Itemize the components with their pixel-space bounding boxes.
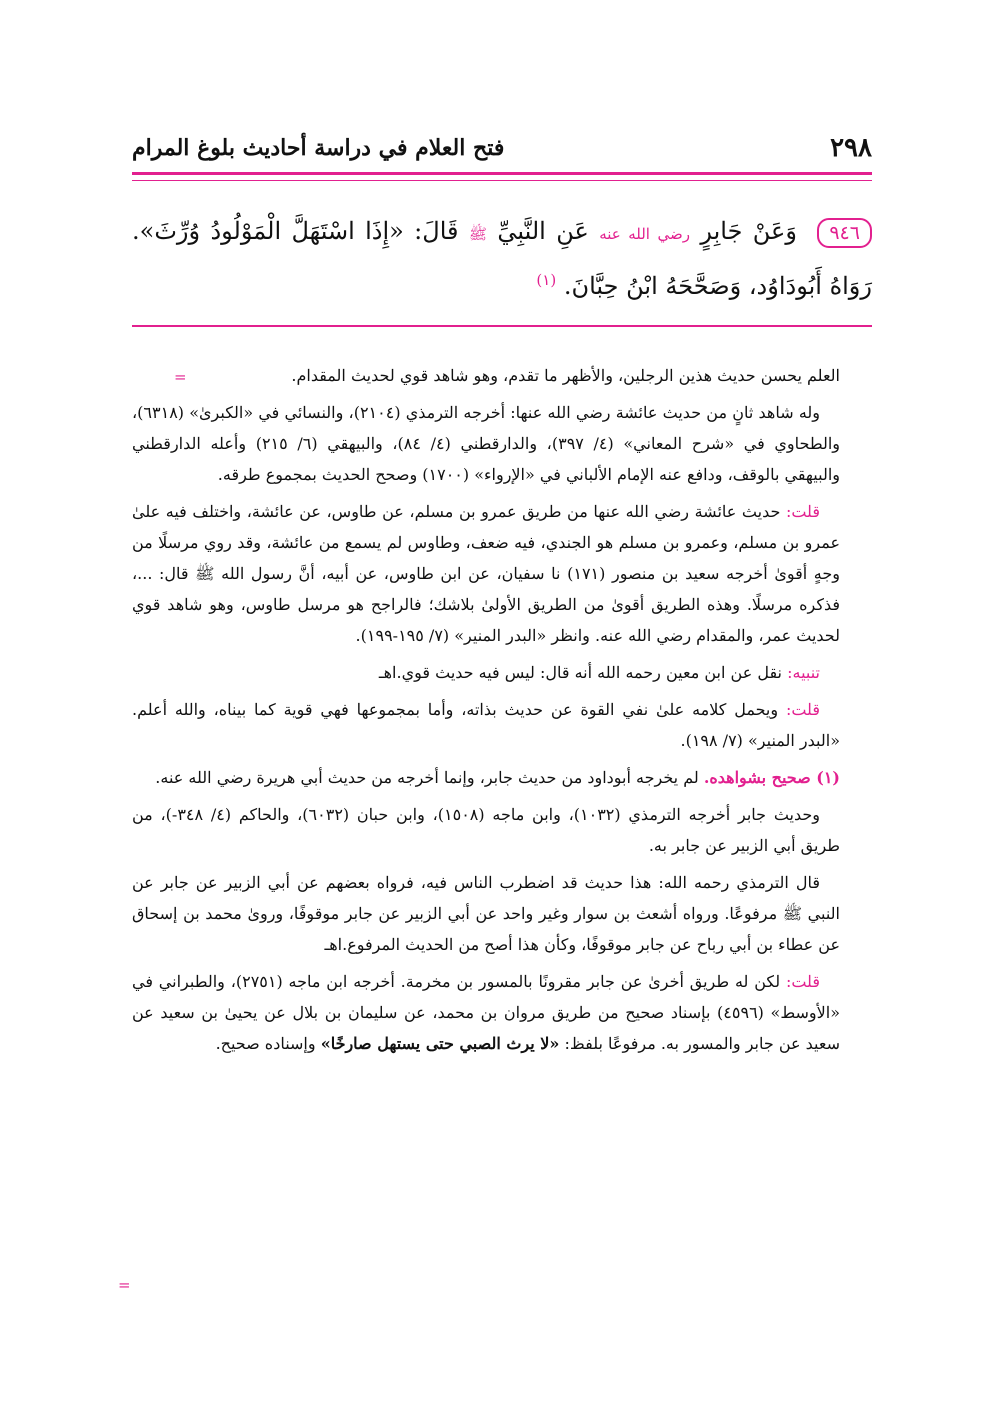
qultu-label: قلت: — [785, 700, 820, 719]
hadith-text-1: وَعَنْ جَابِرٍ — [700, 217, 797, 245]
header-rule-thin — [132, 180, 872, 181]
book-title: فتح العلام في دراسة أحاديث بلوغ المرام — [132, 135, 505, 161]
note-paragraph-1: العلم يحسن حديث هذين الرجلين، والأظهر ما تقدم، وهو شاهد قوي لحديث المقدام. — [291, 366, 840, 385]
note-paragraph-3-text: حديث عائشة رضي الله عنها من طريق عمرو بن مسلم، عن طاوس، عن عائشة، واختلف فيه علىٰ عمرو بن مسلم، وعمرو بن مسلم هو الجندي، فيه ضعف، وطاوس لم يسمع من عائشة، وقد روي مرسلًا من وجهٍ أقوىٰ أخرجه سعيد بن منصور (١٧١) نا سفيان، عن ابن طاوس، عن أبيه، أنَّ رسول الله ﷺ قال: ...، فذكره مرسلًا. وهذه الطريق أقوىٰ من الطريق الأولىٰ بلاشك؛ فالراجح هو مرسل طاوس، وهو شاهد قوي لحديث عمر، والمقدام رضي الله عنه. وانظر «البدر المنير» (٧/ ١٩٥-١٩٩). — [132, 502, 841, 645]
note-paragraph-5 — [132, 694, 840, 756]
note-paragraph-4-text: نقل عن ابن معين رحمه الله أنه قال: ليس فيه حديث قوي.اهـ — [378, 663, 782, 682]
hadith-number-badge: ٩٤٦ — [817, 218, 872, 248]
footnote-1-lead: (١) صحيح بشواهده. — [703, 768, 840, 787]
footnote-1 — [132, 762, 840, 793]
qultu-label: قلت: — [785, 972, 820, 991]
note-paragraph-5-text: ويحمل كلامه علىٰ نفي القوة عن حديث بذاته، وأما بمجموعها فهي قوية كما بيناه، والله أعلم. «البدر المنير» (٧/ ١٩٨). — [132, 700, 840, 750]
continuation-mark-bottom: = — [118, 1276, 131, 1294]
note-paragraph-2: وله شاهد ثانٍ من حديث عائشة رضي الله عنها: أخرجه الترمذي (٢١٠٤)، والنسائي في «الكبرىٰ» (٦٣١٨)، والطحاوي في «شرح المعاني» (٤/ ٣٩٧)، والدارقطني (٤/ ٨٤)، والبيهقي (٦/ ٢١٥) وأعله الدارقطني والبيهقي بالوقف، ودافع عنه الإمام الألباني في «الإرواء» (١٧٠٠) وصحح الحديث بمجموع طرقه. — [132, 403, 840, 484]
honorific-1: رضي الله عنه — [599, 225, 690, 243]
hadith-rule — [132, 325, 872, 327]
footnote-1-text: لم يخرجه أبوداود من حديث جابر، وإنما أخرجه من حديث أبي هريرة رضي الله عنه. — [155, 768, 699, 787]
note-paragraph-6: وحديث جابر أخرجه الترمذي (١٠٣٢)، وابن ماجه (١٥٠٨)، وابن حبان (٦٠٣٢)، والحاكم (٤/ ٣٤٨-)، من طريق أبي الزبير عن جابر به. — [132, 805, 840, 855]
note-paragraph-7: قال الترمذي رحمه الله: هذا حديث قد اضطرب الناس فيه، فرواه بعضهم عن أبي الزبير عن جابر عن النبي ﷺ مرفوعًا. ورواه أشعث بن سوار وغير واحد عن أبي الزبير عن جابر موقوفًا، وروىٰ محمد بن إسحاق عن عطاء بن أبي رباح عن جابر موقوفًا، وكأن هذا أصح من الحديث المرفوع.اهـ — [132, 873, 840, 954]
footnotes-section — [132, 360, 840, 1065]
hadith-block — [132, 208, 872, 309]
tanbih-label: تنبيه: — [787, 663, 820, 682]
hadith-text-3: قَالَ: «إِذَا اسْتَهَلَّ الْمَوْلُودُ وُرِّثَ». رَوَاهُ أَبُودَاوُد، وَصَحَّحَهُ ابْنُ حِبَّانَ. — [132, 217, 872, 300]
hadith-quote-bold: «لا يرث الصبي حتى يستهل صارخًا» — [320, 1034, 560, 1053]
header-rule-thick — [132, 172, 872, 175]
continuation-mark-top: = — [174, 368, 187, 386]
honorific-2: ﷺ — [468, 225, 487, 243]
note-paragraph-8-text-b: وإسناده صحيح. — [215, 1034, 316, 1053]
qultu-label: قلت: — [785, 502, 820, 521]
hadith-text-2: عَنِ النَّبِيِّ — [497, 217, 589, 245]
footnote-reference[interactable]: (١) — [536, 271, 557, 289]
note-paragraph-8 — [132, 966, 840, 1059]
page-number: ٢٩٨ — [830, 133, 872, 163]
note-paragraph-4 — [132, 657, 840, 688]
note-paragraph-3 — [132, 496, 840, 651]
page-header — [132, 128, 872, 168]
note-paragraph-8-text-a: لكن له طريق أخرىٰ عن جابر مقرونًا بالمسور بن مخرمة. أخرجه ابن ماجه (٢٧٥١)، والطبراني في «الأوسط» (٤٥٩٦) بإسناد صحيح من طريق مروان بن محمد، عن سليمان بن بلال عن يحيىٰ بن سعيد عن سعيد عن جابر والمسور به. مرفوعًا بلفظ: — [132, 972, 840, 1053]
